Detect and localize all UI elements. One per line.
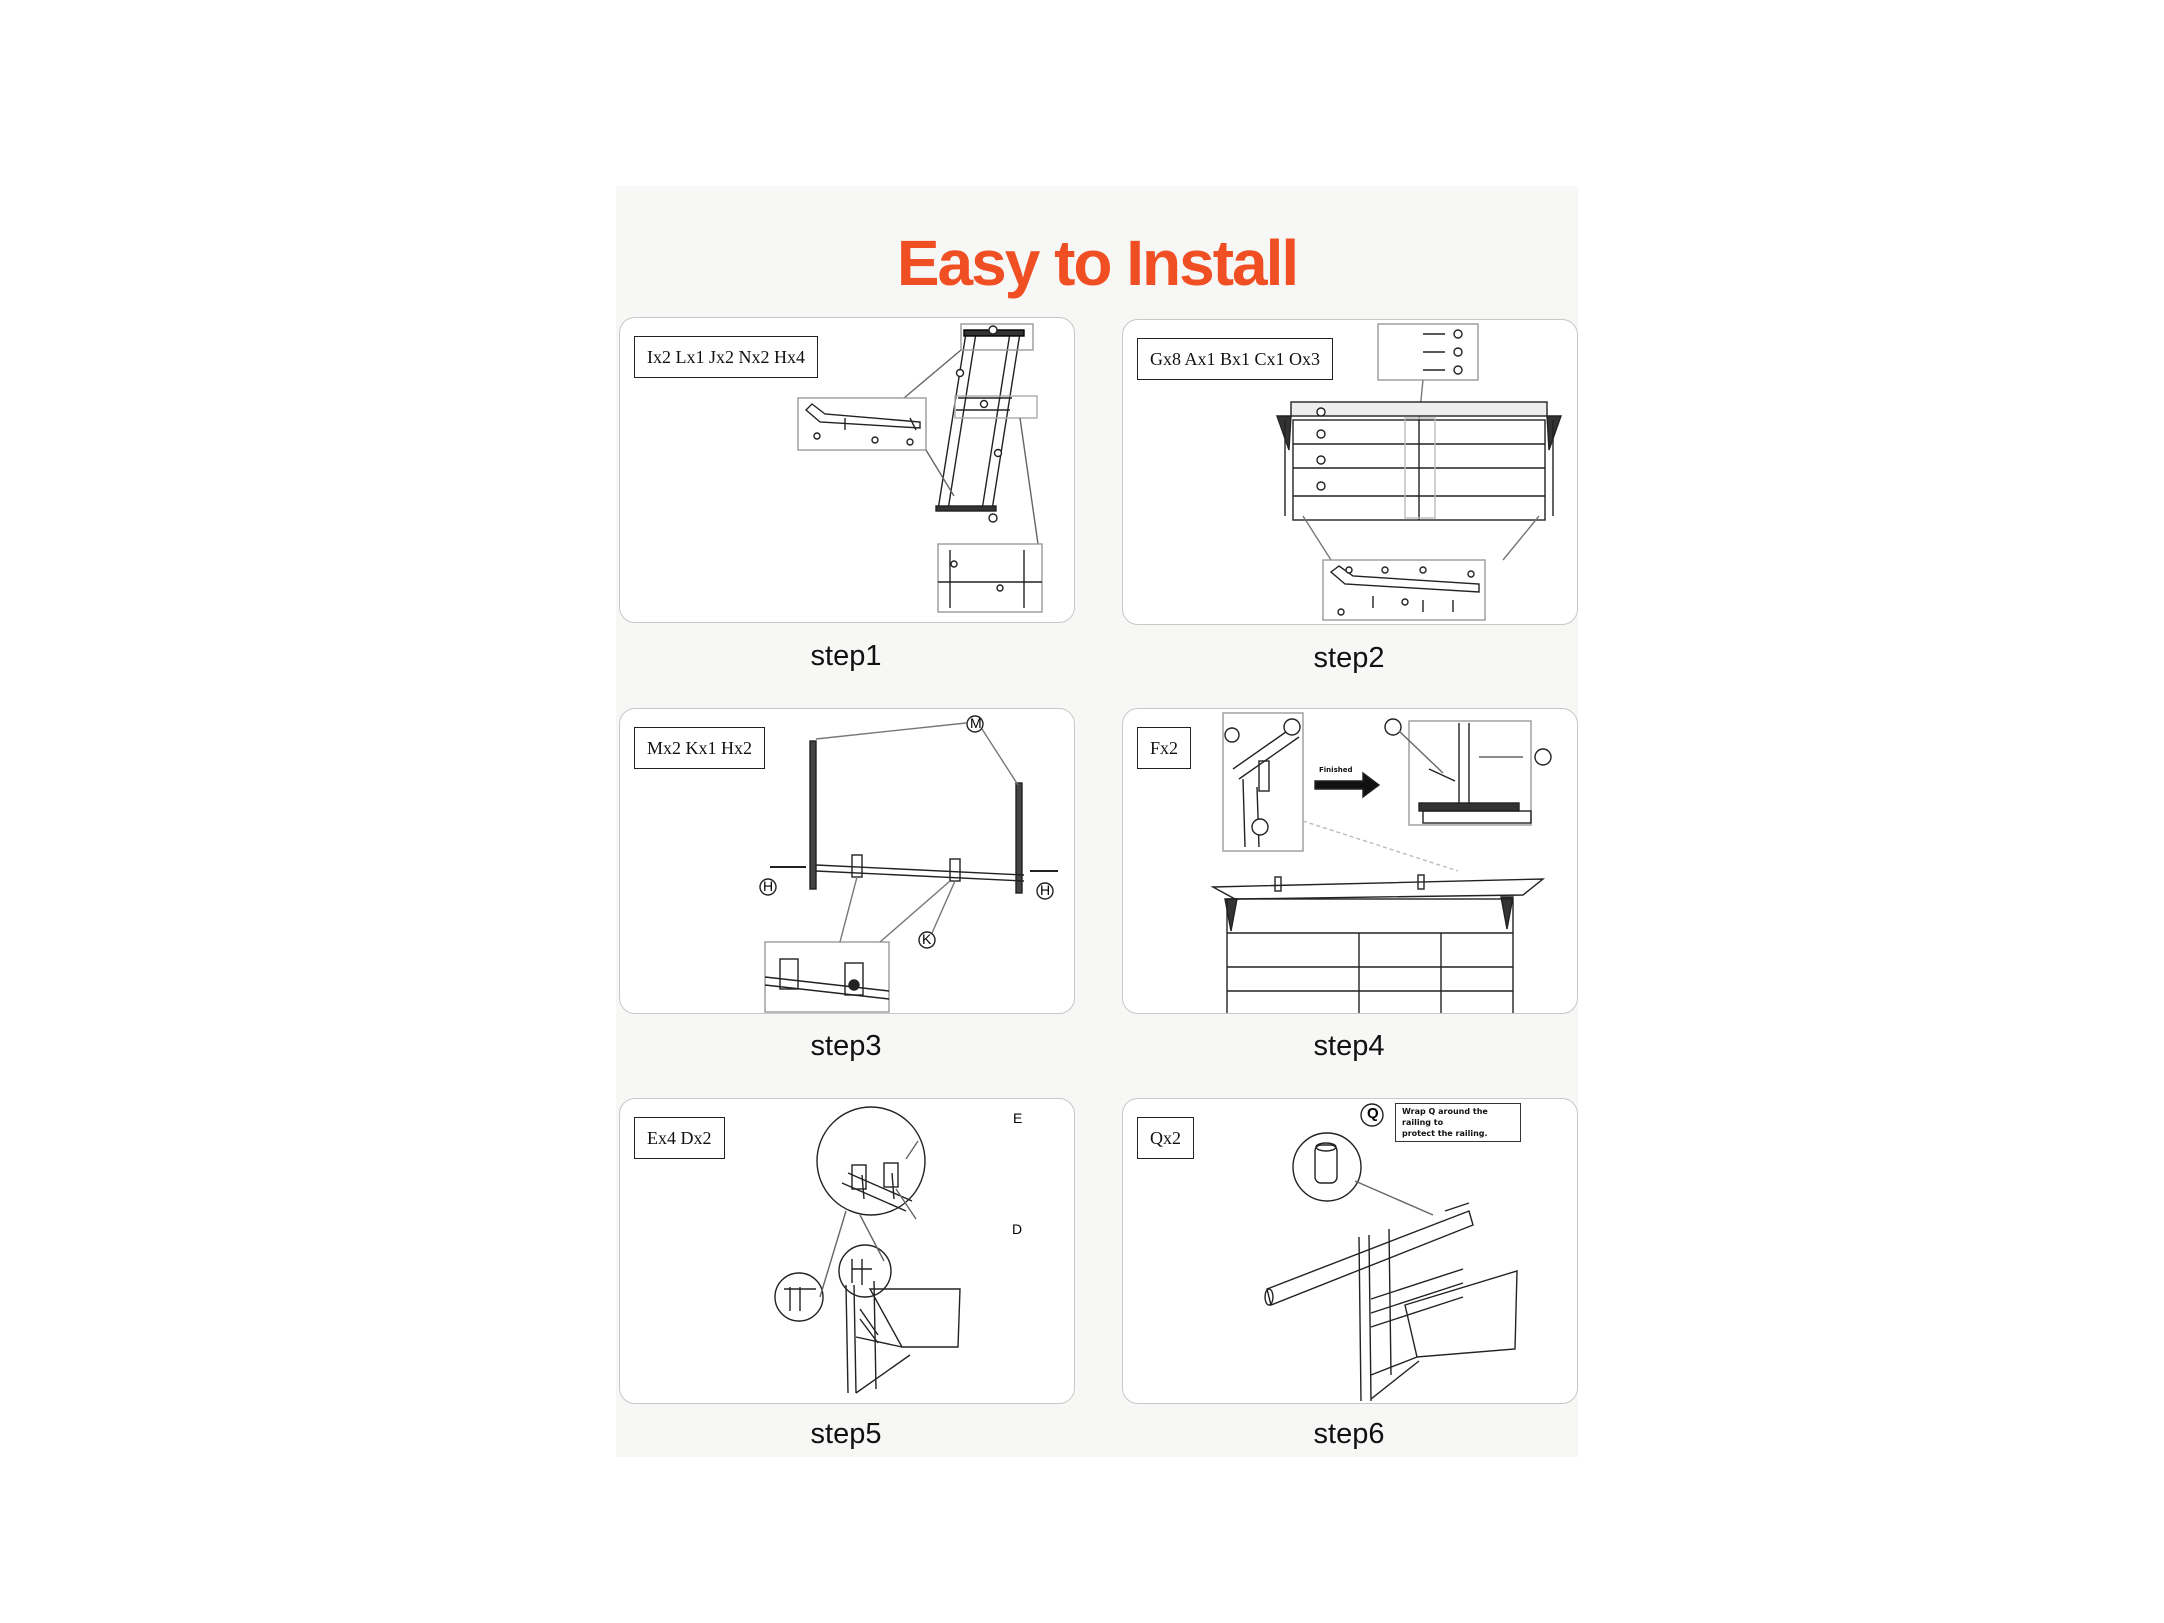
step6-label: step6: [1313, 1418, 1385, 1450]
step6-note-line1: Wrap Q around the railing to: [1402, 1107, 1488, 1127]
step2-card: [1122, 319, 1578, 625]
step2-diagram: [1123, 320, 1577, 624]
step3-letter-K: K: [922, 931, 932, 947]
step5-diagram: [620, 1099, 1074, 1403]
step3-card: [619, 708, 1075, 1014]
step6-parts-list: Qx2: [1137, 1117, 1194, 1159]
step2-parts-list: Gx8 Ax1 Bx1 Cx1 Ox3: [1137, 338, 1333, 380]
step6-letter-Q: Q: [1367, 1105, 1379, 1122]
step3-parts-list: Mx2 Kx1 Hx2: [634, 727, 765, 769]
step6-note-line2: protect the railing.: [1402, 1129, 1488, 1138]
step6-diagram: [1123, 1099, 1577, 1403]
step1-diagram: [620, 318, 1074, 622]
step6-note: [1395, 1103, 1521, 1142]
step4-finished-label: Finished: [1319, 766, 1353, 774]
page-title: Easy to Install: [896, 227, 1298, 299]
step1-parts-list: Ix2 Lx1 Jx2 Nx2 Hx4: [634, 336, 818, 378]
step5-letter-E: E: [1013, 1110, 1023, 1126]
step4-label: step4: [1313, 1030, 1385, 1062]
step1-label: step1: [810, 640, 882, 672]
step2-label: step2: [1313, 642, 1385, 674]
step5-label: step5: [810, 1418, 882, 1450]
step4-parts-list: Fx2: [1137, 727, 1191, 769]
step5-card: [619, 1098, 1075, 1404]
step3-letter-H-right: H: [1040, 882, 1051, 898]
step3-letter-M: M: [970, 715, 982, 731]
instruction-sheet: [616, 186, 1578, 1457]
step5-letter-D: D: [1012, 1221, 1023, 1237]
step5-parts-list: Ex4 Dx2: [634, 1117, 725, 1159]
step6-card: [1122, 1098, 1578, 1404]
step4-diagram: [1123, 709, 1577, 1013]
step3-diagram: [620, 709, 1074, 1013]
step4-card: [1122, 708, 1578, 1014]
step1-card: [619, 317, 1075, 623]
step3-letter-H-left: H: [763, 878, 774, 894]
step3-label: step3: [810, 1030, 882, 1062]
